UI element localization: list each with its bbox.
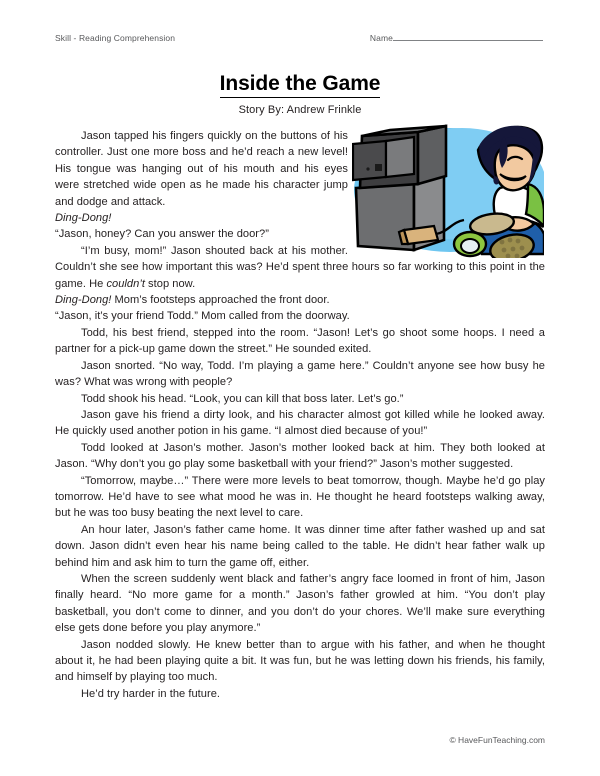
worksheet-header bbox=[55, 33, 545, 49]
story-text: “Jason, honey? Can you answer the door?” bbox=[55, 228, 269, 241]
story-paragraph bbox=[55, 473, 545, 522]
name-write-in-line[interactable] bbox=[393, 39, 543, 41]
story-paragraph bbox=[55, 358, 545, 391]
emphasized-text: couldn’t bbox=[106, 277, 145, 290]
story-text: “Jason, it’s your friend Todd.” Mom called from the doorway. bbox=[55, 310, 350, 323]
emphasized-text: Ding-Dong! bbox=[55, 212, 112, 225]
story-paragraph bbox=[55, 637, 545, 686]
footer-copyright: © HaveFunTeaching.com bbox=[449, 735, 545, 745]
story-paragraph bbox=[55, 292, 545, 308]
page-title: Inside the Game bbox=[220, 72, 381, 98]
story-text: Todd shook his head. “Look, you can kill that boss later. Let’s go.” bbox=[81, 392, 404, 405]
story-paragraph bbox=[55, 440, 545, 473]
name-label: Name bbox=[369, 33, 393, 43]
story-text: Jason gave his friend a dirty look, and his character almost got killed while he looked away. He quickly used another potion in his game. “I almost died because of you!” bbox=[55, 408, 545, 438]
illustration-text-wrap-spacer bbox=[348, 128, 545, 259]
story-body bbox=[55, 128, 545, 702]
story-text: Jason nodded slowly. He knew better than to argue with his father, and when he thought about it, he had been playing quite a bit. It was fun, but he was letting down his friends, his family, and himself by playing too much. bbox=[55, 638, 545, 684]
story-paragraph bbox=[55, 522, 545, 571]
story-paragraph bbox=[55, 308, 545, 324]
story-text: stop now. bbox=[144, 277, 196, 290]
story-paragraph bbox=[55, 686, 545, 702]
story-text: Todd, his best friend, stepped into the room. “Jason! Let’s go shoot some hoops. I need a partner for a pick-up game down the street.” He sounded exited. bbox=[55, 326, 545, 356]
story-text: “Tomorrow, maybe…” There were more levels to beat tomorrow, though. Maybe he’d go play tomorrow. He’d have to see what mood he was in. He thought he heard footsteps walking away, but he was too busy beating the next level to care. bbox=[55, 474, 545, 520]
story-text: Todd looked at Jason’s mother. Jason’s mother looked back at him. They both looked at Jason. “Why don’t you go play some basketball with your friend?” Jason’s mother suggested. bbox=[55, 441, 545, 471]
story-text: Jason tapped his fingers quickly on the buttons of his controller. Just one more boss and he’d reach a new level! His tongue was hanging out of his mouth and his eyes were stretched wide open as he made his character jump and dodge and attack. bbox=[55, 130, 348, 208]
story-text: Jason snorted. “No way, Todd. I’m playing a game here.” Couldn’t anyone see how busy he was? What was wrong with people? bbox=[55, 359, 545, 389]
story-text: He’d try harder in the future. bbox=[81, 687, 221, 700]
title-block bbox=[0, 72, 600, 116]
story-paragraph bbox=[55, 391, 545, 407]
story-text: When the screen suddenly went black and father’s angry face loomed in front of him, Jason finally heard. “No more game for a month.” Jason’s father growled at him. “You don’t play basketball, you don’t come to dinner, and you don’t do your chores. We’ll make sure everything else gets done before you play anymore.” bbox=[55, 572, 545, 635]
story-paragraph bbox=[55, 325, 545, 358]
story-byline: Story By: Andrew Frinkle bbox=[238, 104, 362, 117]
name-field-group bbox=[370, 33, 543, 43]
skill-label: Skill - Reading Comprehension bbox=[55, 33, 176, 43]
emphasized-text: Ding-Dong! bbox=[55, 294, 112, 307]
story-paragraph bbox=[55, 407, 545, 440]
story-text: Mom’s footsteps approached the front door. bbox=[111, 294, 330, 307]
story-text: An hour later, Jason’s father came home. It was dinner time after father washed up and sat down. Jason didn’t even hear his name being called to the table. He didn’t hear father walk up behind him and ask him to turn the game off, either. bbox=[55, 523, 545, 569]
story-paragraph bbox=[55, 571, 545, 637]
story-text: “I’m busy, mom!” Jason shouted back at his mother. Couldn’t she see how important this was? He’d spent three hours so far working to this point in the game. He bbox=[55, 244, 545, 290]
